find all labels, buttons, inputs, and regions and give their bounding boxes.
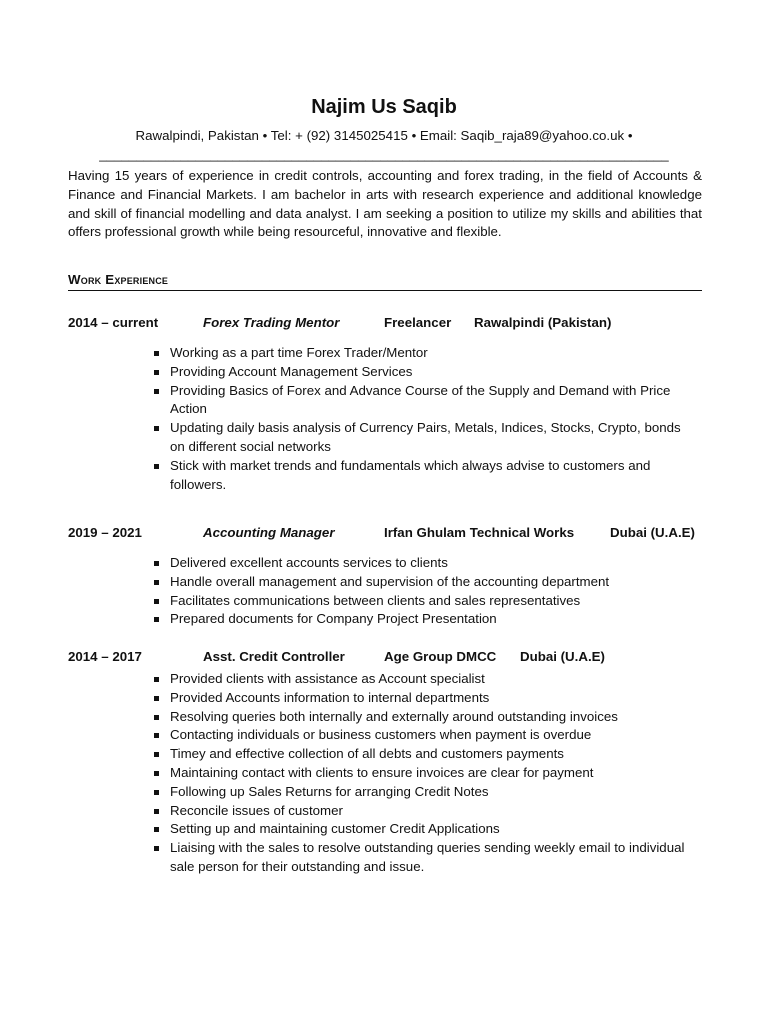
job-header bbox=[68, 315, 708, 333]
list-item: Prepared documents for Company Project Presentation bbox=[150, 610, 695, 629]
job-period: 2014 – current bbox=[68, 315, 159, 330]
job-bullets bbox=[150, 670, 695, 877]
job-bullets bbox=[150, 554, 695, 629]
section-title-work-experience: Work Experience bbox=[68, 272, 702, 291]
list-item: Liaising with the sales to resolve outstanding queries sending weekly email to individual sale person for their outstanding and issue. bbox=[150, 839, 695, 877]
job-location: Rawalpindi (Pakistan) bbox=[474, 315, 612, 330]
list-item: Facilitates communications between clients and sales representatives bbox=[150, 592, 695, 611]
list-item: Provided Accounts information to internal departments bbox=[150, 689, 695, 708]
job-location: Dubai (U.A.E) bbox=[520, 649, 605, 664]
contact-line: Rawalpindi, Pakistan • Tel: + (92) 3145025415 • Email: Saqib_raja89@yahoo.co.uk • bbox=[135, 128, 633, 143]
job-period: 2014 – 2017 bbox=[68, 649, 142, 664]
list-item: Working as a part time Forex Trader/Mentor bbox=[150, 344, 695, 363]
list-item: Following up Sales Returns for arranging Credit Notes bbox=[150, 783, 695, 802]
candidate-name: Najim Us Saqib bbox=[311, 96, 457, 118]
job-company: Age Group DMCC bbox=[384, 649, 497, 664]
job-bullets bbox=[150, 344, 695, 494]
job-period: 2019 – 2021 bbox=[68, 525, 142, 540]
job-title: Asst. Credit Controller bbox=[203, 649, 345, 664]
list-item: Providing Basics of Forex and Advance Course of the Supply and Demand with Price Action bbox=[150, 382, 695, 420]
job-header bbox=[68, 649, 708, 667]
list-item: Setting up and maintaining customer Credit Applications bbox=[150, 820, 695, 839]
professional-summary: Having 15 years of experience in credit controls, accounting and forex trading, in the field of Accounts & Finance and Financial Markets. I am bachelor in arts with research experience and additional knowledge and skill of financial modelling and data analyst. I am seeking a position to utilize my skills and abilities that offers professional growth while being resourceful, innovative and flexible. bbox=[68, 168, 702, 240]
list-item: Providing Account Management Services bbox=[150, 363, 695, 382]
job-company: Freelancer bbox=[384, 315, 452, 330]
job-company: Irfan Ghulam Technical Works bbox=[384, 525, 575, 540]
list-item: Delivered excellent accounts services to clients bbox=[150, 554, 695, 573]
header-rule: _____________________________________________________________________________ bbox=[99, 147, 669, 162]
job-location: Dubai (U.A.E) bbox=[610, 525, 695, 540]
list-item: Contacting individuals or business customers when payment is overdue bbox=[150, 726, 695, 745]
list-item: Maintaining contact with clients to ensure invoices are clear for payment bbox=[150, 764, 695, 783]
list-item: Provided clients with assistance as Account specialist bbox=[150, 670, 695, 689]
job-header bbox=[68, 525, 708, 543]
job-title: Accounting Manager bbox=[203, 525, 335, 540]
list-item: Reconcile issues of customer bbox=[150, 802, 695, 821]
list-item: Stick with market trends and fundamentals which always advise to customers and followers. bbox=[150, 457, 695, 495]
list-item: Handle overall management and supervision of the accounting department bbox=[150, 573, 695, 592]
job-title: Forex Trading Mentor bbox=[203, 315, 340, 330]
list-item: Updating daily basis analysis of Currency Pairs, Metals, Indices, Stocks, Crypto, bonds on different social networks bbox=[150, 419, 695, 457]
list-item: Resolving queries both internally and externally around outstanding invoices bbox=[150, 708, 695, 727]
list-item: Timey and effective collection of all debts and customers payments bbox=[150, 745, 695, 764]
